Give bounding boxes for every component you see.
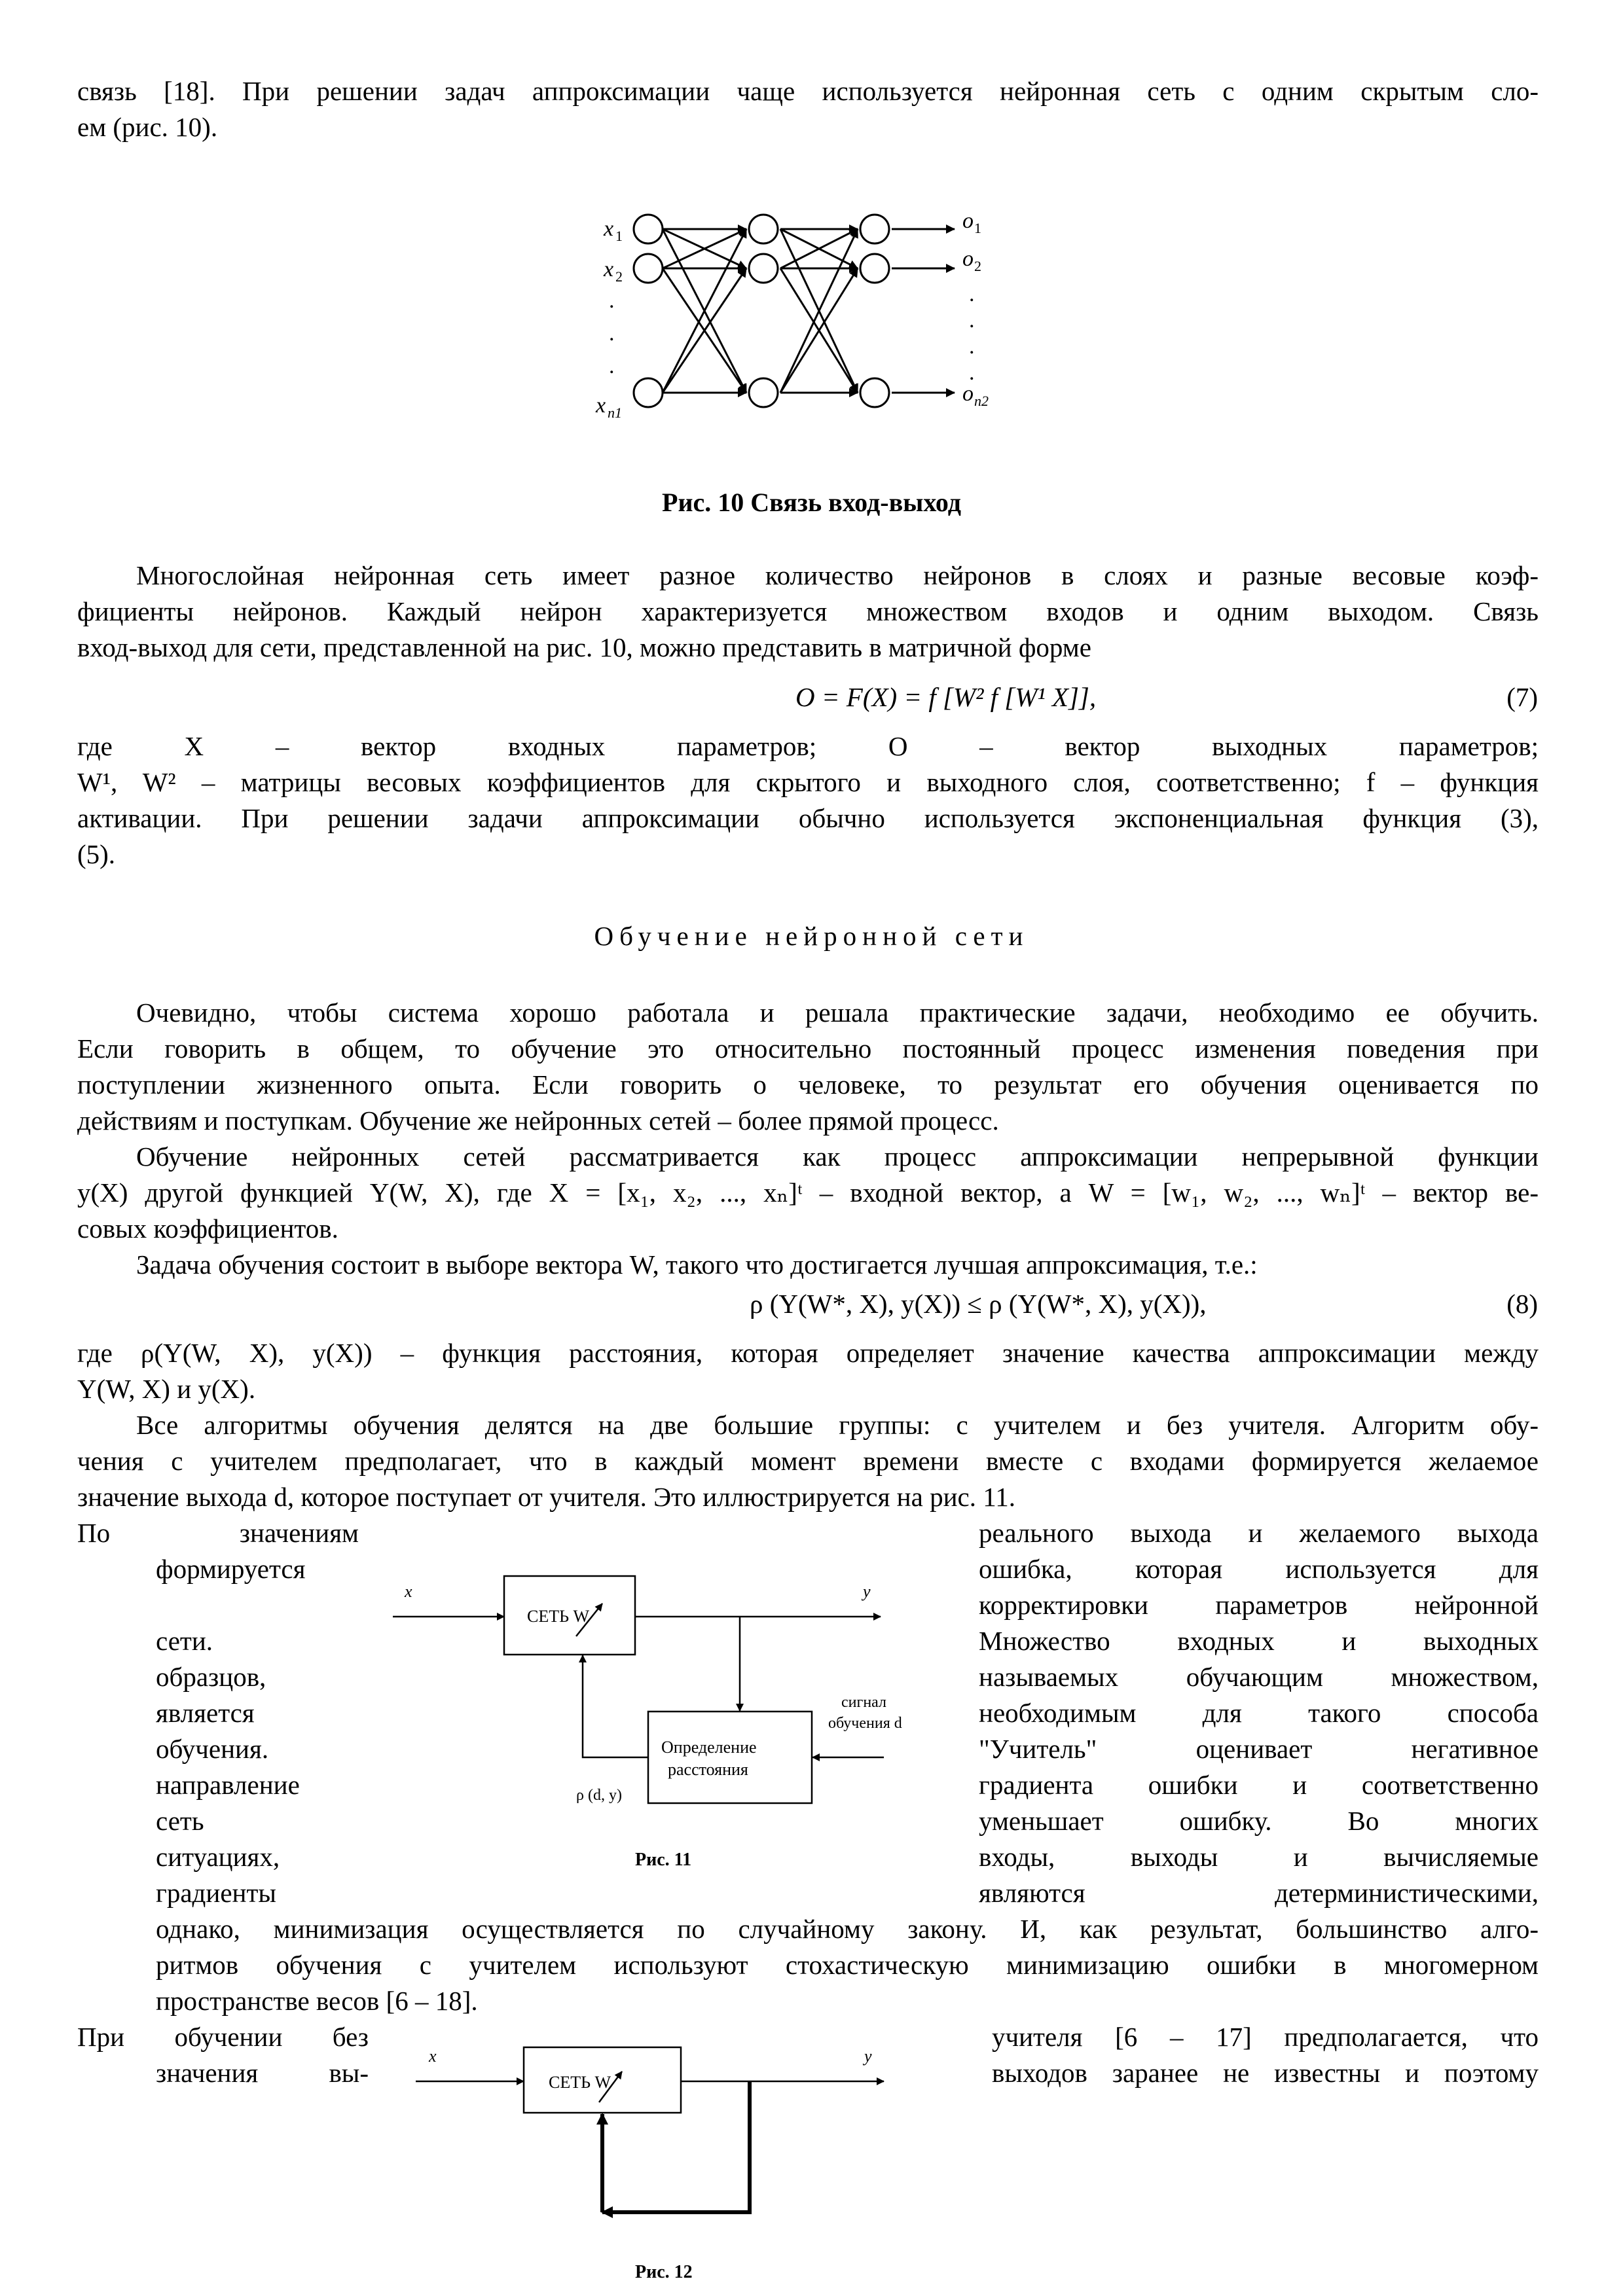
wrap11-right-line: называемых обучающим множеством, (979, 1662, 1539, 1692)
wrap11-right-line: реального выхода и желаемого выхода (979, 1518, 1539, 1548)
para-obvious-line3: поступлении жизненного опыта. Если говорить о человеке, то результат его обучения оценивается по (77, 1069, 1539, 1100)
section-heading: Обучение нейронной сети (594, 921, 1029, 951)
svg-text:2: 2 (974, 258, 981, 274)
fig12-output-label: y (864, 2047, 872, 2066)
svg-text:n1: n1 (608, 404, 622, 421)
fig11-signal-label-2: обучения d (828, 1715, 902, 1732)
wrap12-right-line: выходов заранее не известны и поэтому (992, 2058, 1539, 2088)
wrap11-right-line: необходимым для такого способа (979, 1698, 1539, 1728)
input-label-x1 (603, 217, 623, 244)
para-rho-line1: где ρ(Y(W, X), y(X)) – функция расстояния, которая определяет значение качества аппроксимации между (77, 1338, 1539, 1368)
input-neuron (634, 254, 663, 283)
output-label-on2 (962, 382, 989, 409)
fig11-output-label: y (863, 1582, 871, 1601)
wrap11-left-line: является (156, 1698, 255, 1728)
figure-10 (576, 196, 1048, 432)
svg-text:1: 1 (974, 220, 981, 236)
para-all-line1: Все алгоритмы обучения делятся на две большие группы: с учителем и без учителя. Алгоритм обу- (136, 1410, 1539, 1440)
input-label-xn1 (595, 393, 622, 421)
ellipsis-dot: . (969, 334, 975, 359)
fig12-network-label: СЕТЬ W (549, 2073, 611, 2092)
output-neuron (860, 254, 889, 283)
para-obvious-line2: Если говорить в общем, то обучение это относительно постоянный процесс изменения поведения при (77, 1033, 1539, 1064)
fig11-correction-arrow (583, 1655, 648, 1757)
para-after11-line3: пространстве весов [6 – 18]. (156, 1986, 478, 2016)
figure-12 (393, 2042, 982, 2296)
wrap11-left-line: формируется (156, 1554, 306, 1584)
svg-text:o: o (962, 247, 974, 271)
para-where-line4: (5). (77, 839, 116, 869)
wrap11-right-line: входы, выходы и вычисляемые (979, 1842, 1539, 1872)
hidden-neuron (749, 215, 778, 243)
wrap11-left-line: градиенты (156, 1878, 276, 1908)
equation-8: ρ (Y(W*, X), y(X)) ≤ ρ (Y(W*, X), y(X)), (750, 1289, 1207, 1319)
fig11-signal-label-1: сигнал (841, 1694, 887, 1711)
svg-text:x: x (604, 217, 614, 241)
wrap11-right-line: уменьшает ошибку. Во многих (979, 1806, 1539, 1836)
fig11-network-label: СЕТЬ W (527, 1607, 590, 1626)
para-top-line2: ем (рис. 10). (77, 112, 218, 142)
para-all-line3: значение выхода d, которое поступает от учителя. Это иллюстрируется на рис. 11. (77, 1482, 1015, 1512)
output-label-o2 (962, 247, 981, 274)
output-neuron (860, 215, 889, 243)
output-arrows (892, 229, 955, 393)
wrap12-right-line: учителя [6 – 17] предполагается, что (992, 2022, 1539, 2052)
para-training-line2: y(X) другой функцией Y(W, X), где X = [x₁, x₂, ..., xₙ]ᵗ – входной вектор, а W = [w₁, w₂, ..., wₙ]ᵗ – вектор ве- (77, 1177, 1539, 1208)
svg-text:o: o (962, 209, 974, 233)
wrap11-right-line: являются детерминистическими, (979, 1878, 1539, 1908)
wrap11-left-line: сеть (156, 1806, 204, 1836)
fig11-caption: Рис. 11 (635, 1850, 692, 1870)
para-top-line1: связь [18]. При решении задач аппроксимации чаще используется нейронная сеть с одним скрытым сло- (77, 76, 1539, 106)
connections-layer1 (663, 229, 746, 393)
equation-7: O = F(X) = f [W² f [W¹ X]], (795, 682, 1097, 712)
hidden-neuron (749, 254, 778, 283)
para-obvious-line1: Очевидно, чтобы система хорошо работала и решала практические задачи, необходимо ее обучить. (136, 997, 1539, 1028)
figure-10-caption: Рис. 10 Связь вход-выход (662, 488, 961, 517)
wrap11-right-line: градиента ошибки и соответственно (979, 1770, 1539, 1800)
para-rho-line2: Y(W, X) и y(X). (77, 1374, 256, 1404)
input-label-x2 (603, 257, 623, 285)
wrap12-left-line: значения вы- (156, 2058, 369, 2088)
fig11-distance-label-1: Определение (661, 1738, 757, 1757)
wrap11-left-line: направление (156, 1770, 300, 1800)
para-where-line1: где X – вектор входных параметров; O – вектор выходных параметров; (77, 731, 1539, 761)
fig12-input-label: x (429, 2047, 437, 2066)
hidden-neuron (749, 378, 778, 407)
input-neuron (634, 378, 663, 407)
ellipsis-dot: . (969, 361, 975, 385)
ellipsis-dot: . (609, 321, 615, 346)
para-task: Задача обучения состоит в выборе вектора W, такого что достигается лучшая аппроксимация, т.е.: (136, 1249, 1258, 1280)
svg-text:x: x (604, 257, 614, 281)
para-where-line3: активации. При решении задачи аппроксимации обычно используется экспоненциальная функция (3), (77, 803, 1539, 833)
svg-text:2: 2 (615, 268, 623, 285)
ellipsis-dot: . (609, 289, 615, 313)
wrap11-left-line: сети. (156, 1626, 213, 1656)
svg-text:n2: n2 (974, 393, 989, 409)
para-after11-line2: ритмов обучения с учителем используют стохастическую минимизацию ошибки в многомерном (156, 1950, 1539, 1980)
para-all-line2: чения с учителем предполагает, что в каждый момент времени вместе с входами формируется желаемое (77, 1446, 1539, 1476)
ellipsis-dot: . (969, 282, 975, 306)
para-where-line2: W¹, W² – матрицы весовых коэффициентов для скрытого и выходного слоя, соответственно; f – функция (77, 767, 1539, 797)
wrap11-left-line: По значениям (77, 1518, 359, 1548)
connections-layer2 (780, 229, 858, 393)
fig12-caption: Рис. 12 (635, 2262, 693, 2282)
ellipsis-dot: . (609, 354, 615, 378)
fig11-rho-label: ρ (d, y) (576, 1787, 622, 1804)
svg-text:x: x (596, 393, 606, 418)
para-obvious-line4: действиям и поступкам. Обучение же нейронных сетей – более прямой процесс. (77, 1105, 999, 1136)
wrap12-left-line: При обучении без (77, 2022, 369, 2052)
fig11-distance-label-2: расстояния (668, 1760, 748, 1779)
para-multi-line3: вход-выход для сети, представленной на рис. 10, можно представить в матричной форме (77, 632, 1091, 662)
ellipsis-dot: . (969, 308, 975, 332)
para-training-line1: Обучение нейронных сетей рассматривается как процесс аппроксимации непрерывной функции (136, 1141, 1539, 1172)
equation-7-number: (7) (1506, 682, 1538, 712)
para-after11-line1: однако, минимизация осуществляется по случайному закону. И, как результат, большинство алго- (156, 1914, 1539, 1944)
para-training-line3: совых коэффициентов. (77, 1213, 338, 1244)
output-neuron (860, 378, 889, 407)
wrap11-left-line: образцов, (156, 1662, 266, 1692)
output-label-o1 (962, 209, 981, 236)
wrap11-right-line: "Учитель" оценивает негативное (979, 1734, 1539, 1764)
equation-8-number: (8) (1506, 1289, 1538, 1319)
wrap11-right-line: Множество входных и выходных (979, 1626, 1539, 1656)
wrap11-left-line: ситуациях, (156, 1842, 280, 1872)
figure-11 (380, 1564, 969, 1892)
wrap11-left-line: обучения. (156, 1734, 269, 1764)
svg-text:o: o (962, 382, 974, 406)
wrap11-right-line: корректировки параметров нейронной (979, 1590, 1539, 1620)
para-multi-line1: Многослойная нейронная сеть имеет разное количество нейронов в слоях и разные весовые коэф- (136, 560, 1539, 590)
fig11-input-label: x (405, 1582, 412, 1601)
fig11-distance-box (648, 1712, 812, 1803)
input-neuron (634, 215, 663, 243)
para-multi-line2: фициенты нейронов. Каждый нейрон характеризуется множеством входов и одним выходом. Связь (77, 596, 1539, 626)
svg-text:1: 1 (615, 228, 623, 244)
wrap11-right-line: ошибка, которая используется для (979, 1554, 1539, 1584)
